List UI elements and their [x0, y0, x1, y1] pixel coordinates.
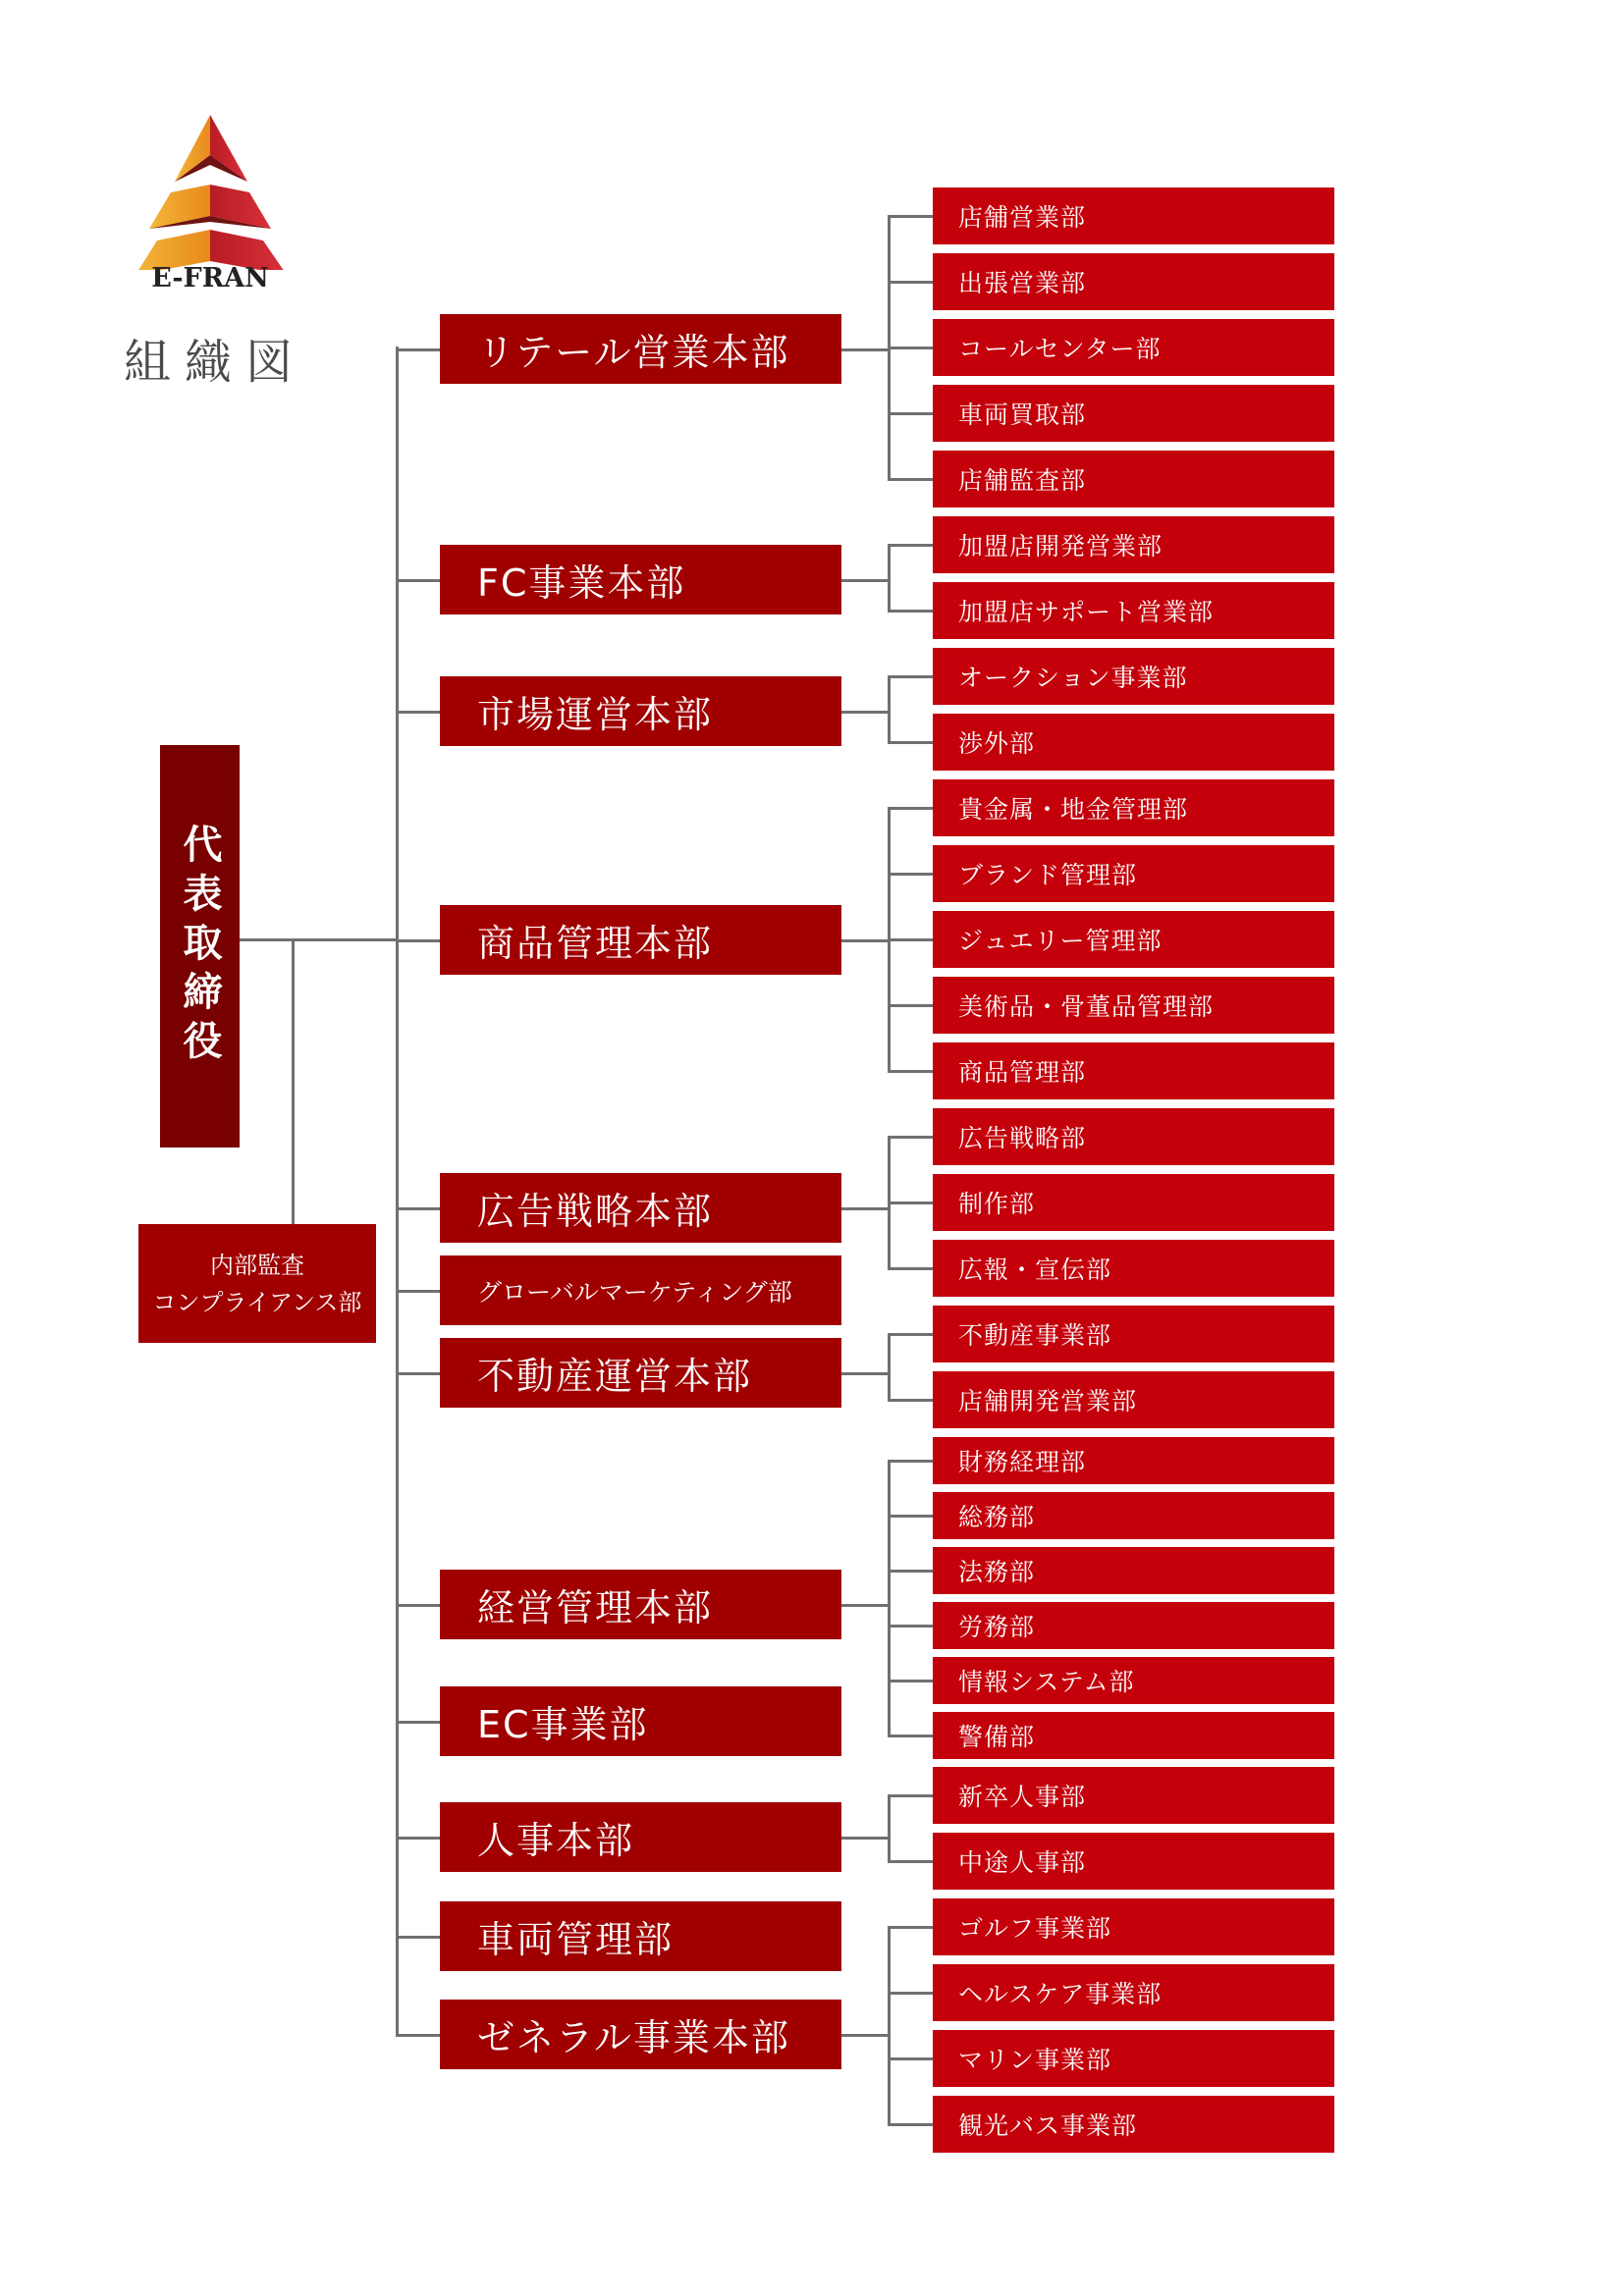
department-label: 法務部 [958, 1558, 1036, 1586]
division-connector [396, 1936, 440, 1939]
department-tick [888, 1333, 933, 1336]
division-box [440, 1901, 841, 1971]
division-label: リテール営業本部 [477, 331, 790, 374]
division-box [440, 1802, 841, 1872]
department-tick [888, 1136, 933, 1139]
division-box [440, 2000, 841, 2069]
department-box [933, 2096, 1334, 2153]
department-box [933, 516, 1334, 573]
division-connector [396, 1207, 440, 1210]
department-label: ブランド管理部 [958, 861, 1138, 889]
department-connector [841, 2034, 888, 2037]
department-label: 広告戦略部 [958, 1124, 1087, 1152]
department-label: 労務部 [958, 1613, 1036, 1641]
department-tick [888, 412, 933, 415]
department-box [933, 187, 1334, 244]
department-connector [841, 1604, 888, 1607]
department-box [933, 1657, 1334, 1704]
department-tick [888, 281, 933, 284]
department-box [933, 1492, 1334, 1539]
department-branch [888, 1926, 891, 2126]
department-tick [888, 2057, 933, 2060]
department-box [933, 1767, 1334, 1824]
division-connector [396, 711, 440, 714]
department-branch [888, 1460, 891, 1737]
division-label: 不動産運営本部 [477, 1355, 753, 1398]
department-box [933, 582, 1334, 639]
department-label: 総務部 [958, 1503, 1036, 1531]
department-label: ゴルフ事業部 [958, 1914, 1112, 1943]
department-tick [888, 1460, 933, 1463]
department-box [933, 319, 1334, 376]
department-label: オークション事業部 [958, 664, 1188, 692]
division-connector [396, 1721, 440, 1724]
department-tick [888, 741, 933, 744]
department-connector [841, 711, 888, 714]
division-label: ゼネラル事業本部 [477, 2016, 790, 2059]
page-title: 組織図 [124, 335, 307, 390]
department-label: 新卒人事部 [958, 1783, 1087, 1811]
department-tick [888, 1004, 933, 1007]
department-tick [888, 873, 933, 876]
brand-name: E-FRAN [151, 263, 269, 294]
department-tick [888, 1680, 933, 1682]
department-label: 美術品・骨董品管理部 [958, 992, 1215, 1021]
department-connector [841, 1207, 888, 1210]
e-fran-logo-icon [118, 108, 304, 270]
audit-label-line1: 内部監査 [210, 1251, 304, 1279]
division-connector [396, 1372, 440, 1375]
department-box [933, 1833, 1334, 1890]
department-tick [888, 675, 933, 678]
department-box [933, 1240, 1334, 1297]
division-box [440, 545, 841, 614]
division-label: 人事本部 [477, 1819, 635, 1862]
division-label: 市場運営本部 [477, 693, 714, 736]
department-tick [888, 1625, 933, 1628]
department-tick [888, 544, 933, 547]
department-box [933, 1108, 1334, 1165]
department-label: 店舗監査部 [958, 466, 1087, 495]
department-box [933, 1602, 1334, 1649]
division-connector [396, 2034, 440, 2037]
department-label: ヘルスケア事業部 [958, 1980, 1163, 2008]
division-label: 車両管理部 [477, 1918, 675, 1961]
department-box [933, 1306, 1334, 1362]
division-connector [396, 939, 440, 942]
department-box [933, 1437, 1334, 1484]
main-trunk [396, 347, 399, 2035]
department-connector [841, 348, 888, 351]
department-label: 店舗営業部 [958, 203, 1087, 232]
division-label: 経営管理本部 [477, 1586, 714, 1629]
ceo-box [160, 745, 240, 1148]
department-tick [888, 807, 933, 810]
department-box [933, 1371, 1334, 1428]
division-connector [396, 1837, 440, 1840]
department-box [933, 779, 1334, 836]
department-box [933, 648, 1334, 705]
department-box [933, 1964, 1334, 2021]
department-tick [888, 347, 933, 349]
department-label: 貴金属・地金管理部 [958, 795, 1189, 824]
department-tick [888, 1860, 933, 1863]
department-tick [888, 478, 933, 481]
department-tick [888, 1570, 933, 1573]
department-label: 加盟店開発営業部 [958, 532, 1164, 561]
department-tick [888, 1992, 933, 1995]
division-label: 商品管理本部 [477, 922, 714, 965]
department-connector [841, 579, 888, 582]
department-tick [888, 1201, 933, 1204]
department-label: 広報・宣伝部 [958, 1255, 1112, 1284]
audit-connector [292, 938, 295, 1224]
department-label: 制作部 [958, 1190, 1036, 1218]
division-box [440, 905, 841, 975]
department-label: 出張営業部 [958, 269, 1087, 297]
department-box [933, 451, 1334, 507]
division-label: 広告戦略本部 [477, 1190, 714, 1233]
department-label: 中途人事部 [958, 1848, 1087, 1877]
department-label: 店舗開発営業部 [958, 1387, 1138, 1415]
division-box [440, 1173, 841, 1243]
division-label: EC事業部 [477, 1703, 649, 1746]
department-box [933, 253, 1334, 310]
department-box [933, 2030, 1334, 2087]
department-label: 渉外部 [958, 729, 1036, 758]
department-label: 情報システム部 [958, 1668, 1135, 1696]
department-box [933, 1547, 1334, 1594]
department-branch [888, 1794, 891, 1863]
division-label: グローバルマーケティング部 [477, 1277, 792, 1307]
division-box [440, 314, 841, 384]
department-tick [888, 2123, 933, 2126]
division-box [440, 1570, 841, 1639]
department-box [933, 1174, 1334, 1231]
department-label: 加盟店サポート営業部 [958, 598, 1215, 626]
department-tick [888, 1735, 933, 1737]
department-box [933, 385, 1334, 442]
division-box [440, 1255, 841, 1325]
department-label: 商品管理部 [958, 1058, 1087, 1087]
department-tick [888, 1267, 933, 1270]
department-label: ジュエリー管理部 [958, 927, 1163, 955]
department-connector [841, 1372, 888, 1375]
division-connector [396, 1290, 440, 1293]
department-label: 観光バス事業部 [958, 2111, 1138, 2140]
department-tick [888, 1070, 933, 1073]
department-label: マリン事業部 [958, 2046, 1112, 2074]
department-box [933, 845, 1334, 902]
department-connector [841, 1837, 888, 1840]
department-tick [888, 610, 933, 613]
audit-box [138, 1224, 376, 1343]
department-label: 車両買取部 [958, 400, 1087, 429]
department-tick [888, 215, 933, 218]
department-label: コールセンター部 [958, 335, 1162, 363]
ceo-connector [240, 938, 399, 941]
department-tick [888, 1926, 933, 1929]
department-label: 財務経理部 [958, 1448, 1087, 1476]
department-box [933, 1712, 1334, 1759]
department-branch [888, 544, 891, 613]
department-tick [888, 1515, 933, 1518]
department-box [933, 1898, 1334, 1955]
division-label: FC事業本部 [477, 561, 686, 605]
department-box [933, 714, 1334, 771]
department-box [933, 911, 1334, 968]
department-box [933, 1042, 1334, 1099]
ceo-label: 代表取締役 [177, 824, 222, 1069]
department-label: 不動産事業部 [958, 1321, 1112, 1350]
division-connector [396, 579, 440, 582]
department-tick [888, 938, 933, 941]
division-connector [396, 348, 440, 351]
audit-label-line2: コンプライアンス部 [152, 1288, 362, 1316]
department-tick [888, 1399, 933, 1402]
department-tick [888, 1794, 933, 1797]
division-connector [396, 1604, 440, 1607]
department-box [933, 977, 1334, 1034]
division-box [440, 676, 841, 746]
department-label: 警備部 [958, 1723, 1036, 1751]
department-branch [888, 1333, 891, 1402]
department-branch [888, 675, 891, 744]
division-box [440, 1338, 841, 1408]
division-box [440, 1686, 841, 1756]
department-connector [841, 939, 888, 942]
